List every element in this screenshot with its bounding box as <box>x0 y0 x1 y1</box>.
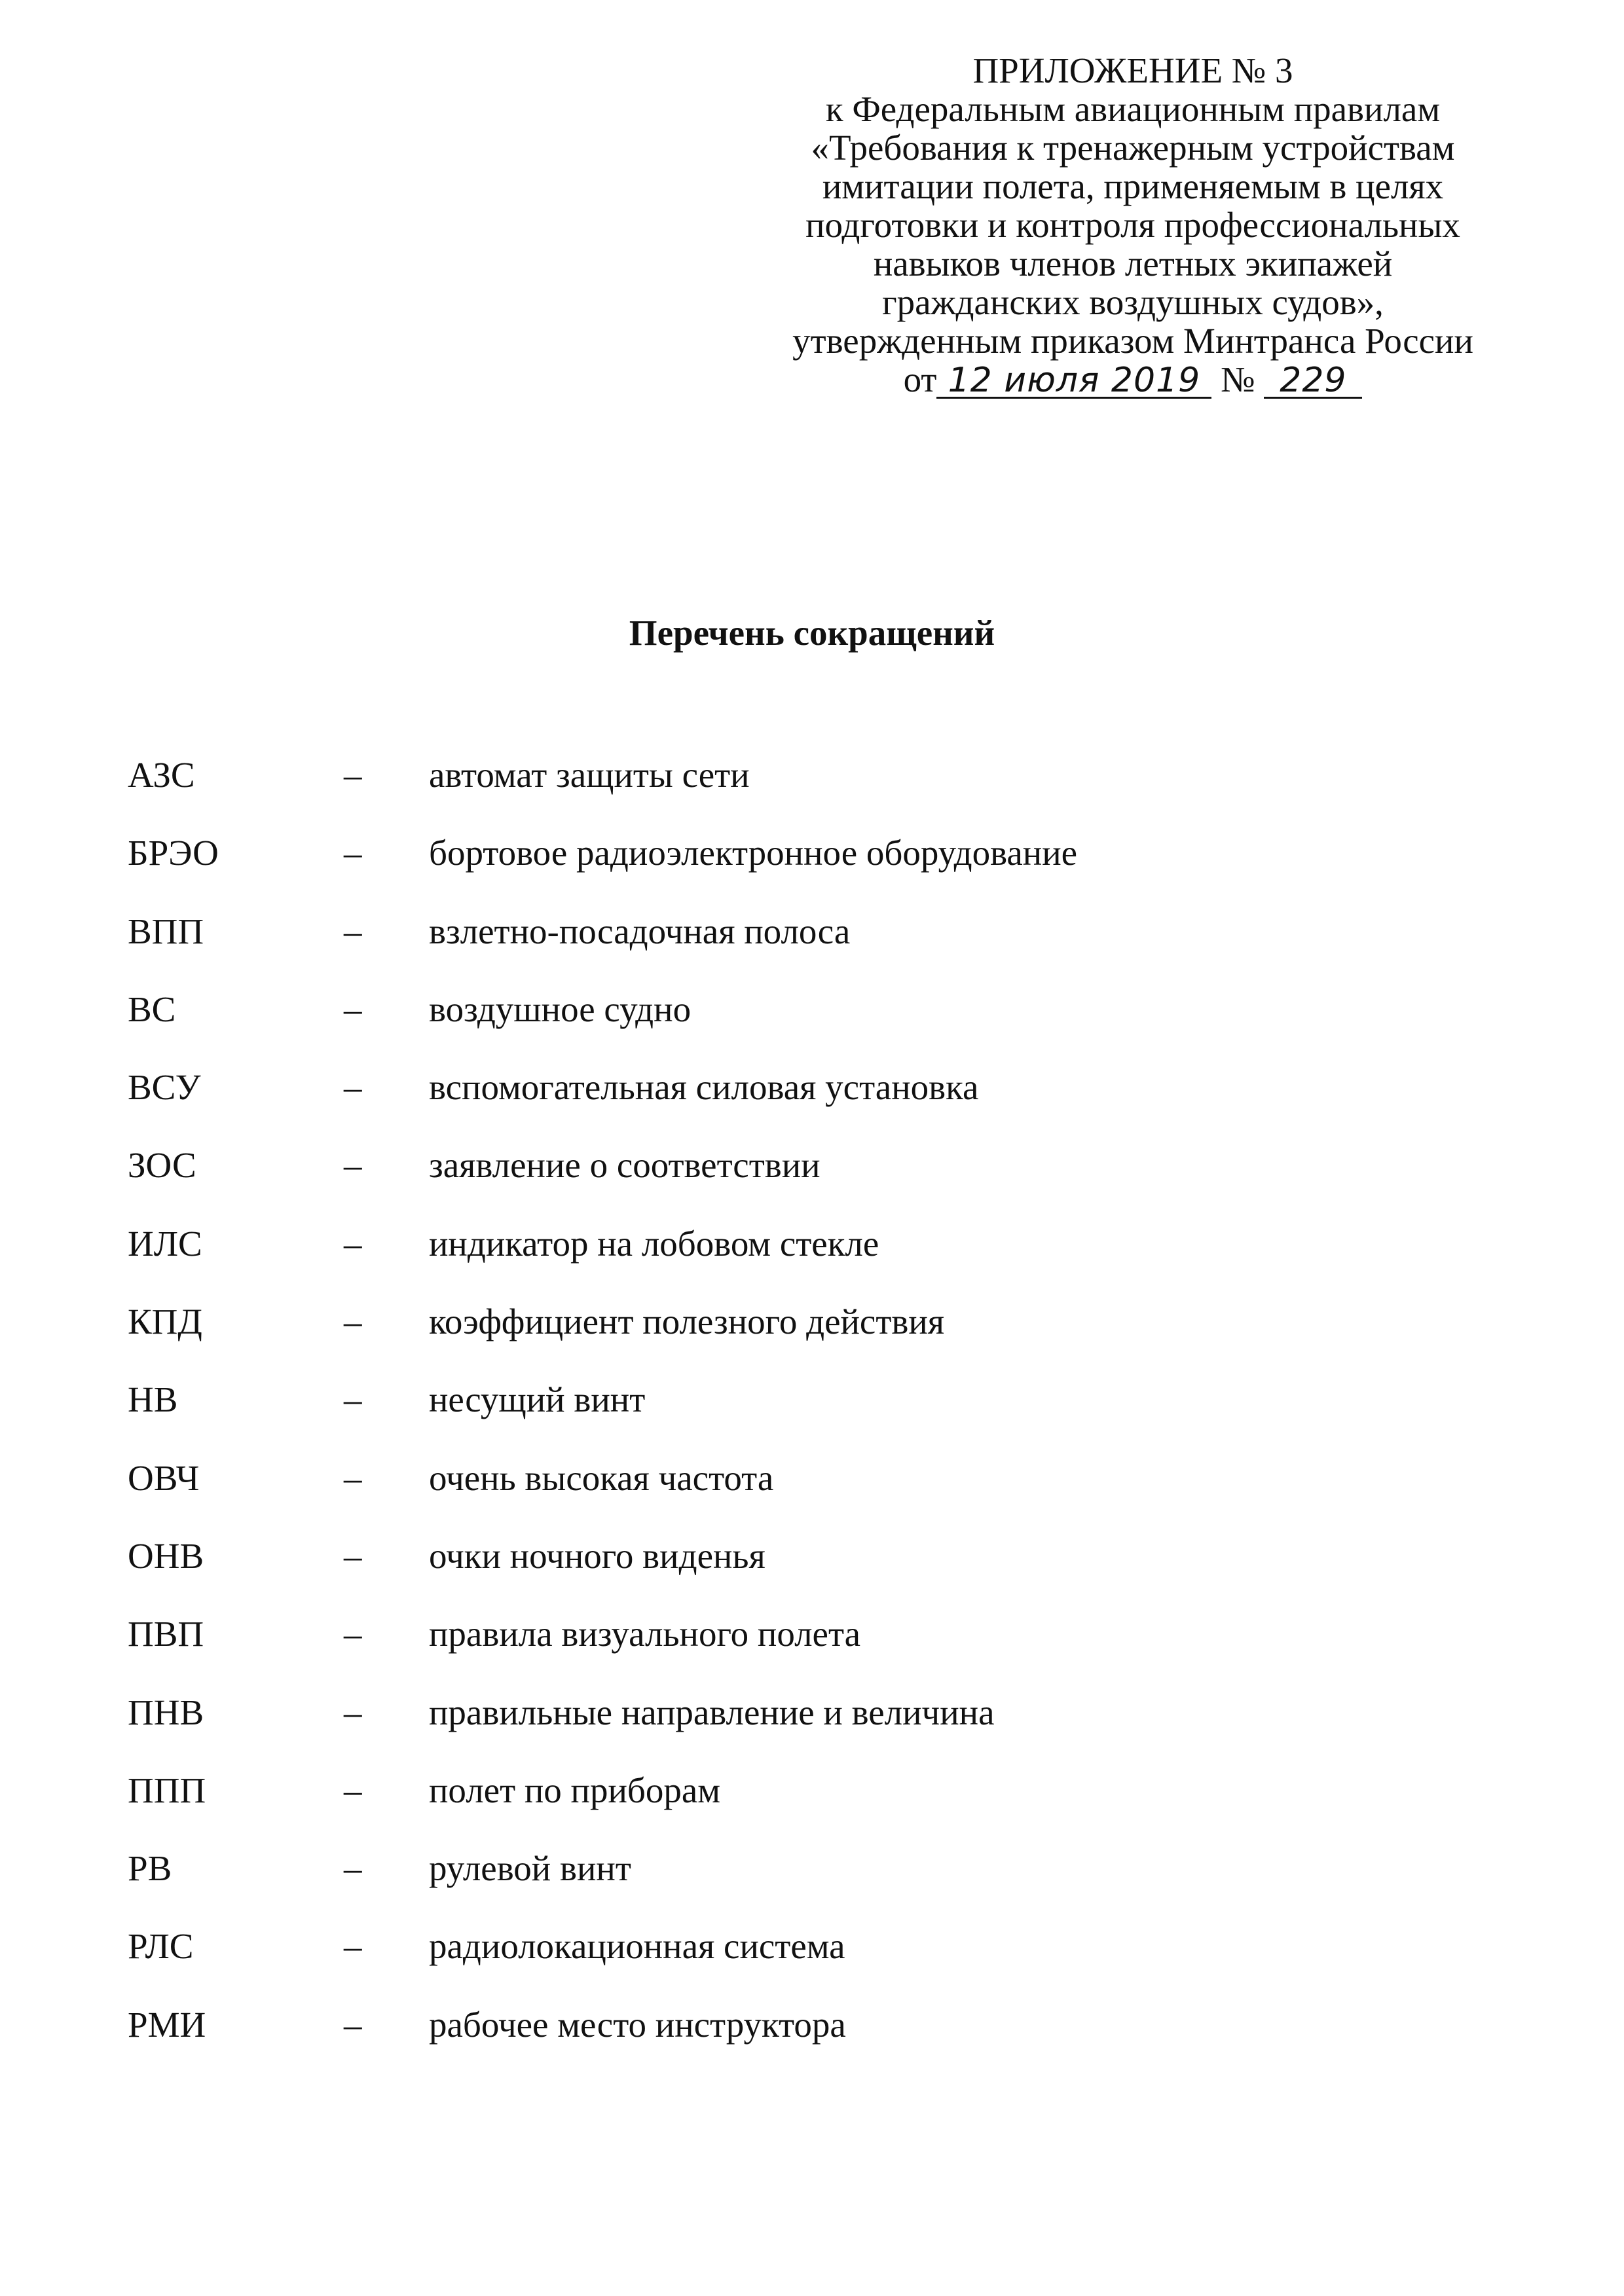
abbreviation-dash: – <box>344 755 362 795</box>
abbreviation-row <box>128 2004 1503 2082</box>
abbreviation-definition: вспомогательная силовая установка <box>429 1067 979 1108</box>
abbreviation-definition: индикатор на лобовом стекле <box>429 1223 879 1264</box>
abbreviation-definition: правила визуального полета <box>429 1614 861 1654</box>
page-title: Перечень сокращений <box>629 613 995 653</box>
header-line: к Федеральным авиационным правилам <box>825 89 1441 129</box>
abbreviation-row <box>128 1223 1503 1301</box>
abbreviation-term: НВ <box>128 1379 178 1420</box>
abbreviation-definition: взлетно-посадочная полоса <box>429 911 851 951</box>
abbreviation-row <box>128 1692 1503 1770</box>
abbreviation-term: ВСУ <box>128 1067 201 1108</box>
abbreviation-term: ВПП <box>128 911 204 951</box>
abbreviation-definition: автомат защиты сети <box>429 755 750 795</box>
abbreviation-term: ВС <box>128 989 176 1029</box>
abbreviation-row <box>128 1066 1503 1144</box>
abbreviation-dash: – <box>344 1926 362 1967</box>
abbreviation-dash: – <box>344 1535 362 1576</box>
abbreviation-row <box>128 911 1503 989</box>
abbreviation-row <box>128 832 1503 910</box>
abbreviation-definition: радиолокационная система <box>429 1926 845 1967</box>
abbreviation-row <box>128 989 1503 1066</box>
abbreviation-term: ППП <box>128 1770 206 1810</box>
abbreviation-definition: рабочее место инструктора <box>429 2004 846 2045</box>
abbreviation-row <box>128 1301 1503 1379</box>
header-line: утвержденным приказом Минтранса России <box>792 321 1473 361</box>
header-line: «Требования к тренажерным устройствам <box>811 128 1455 168</box>
abbreviation-row <box>128 1535 1503 1613</box>
header-line: имитации полета, применяемым в целях <box>822 166 1444 206</box>
abbreviation-dash: – <box>344 1145 362 1186</box>
abbreviation-dash: – <box>344 2004 362 2045</box>
abbreviation-term: ЗОС <box>128 1145 196 1186</box>
abbreviation-term: АЗС <box>128 755 195 795</box>
abbreviation-term: КПД <box>128 1302 202 1342</box>
abbreviation-dash: – <box>344 1379 362 1420</box>
abbreviation-definition: очень высокая частота <box>429 1457 774 1498</box>
abbreviation-definition: бортовое радиоэлектронное оборудование <box>429 833 1078 873</box>
header-line: навыков членов летных экипажей <box>873 244 1393 283</box>
abbreviation-term: ОВЧ <box>128 1457 200 1498</box>
abbreviation-row <box>128 1848 1503 1925</box>
abbreviation-dash: – <box>344 911 362 951</box>
abbreviation-row <box>128 1144 1503 1222</box>
header-line: подготовки и контроля профессиональных <box>805 205 1460 245</box>
abbreviation-row <box>128 1925 1503 2003</box>
date-prefix: от <box>903 359 937 399</box>
abbreviation-dash: – <box>344 1223 362 1264</box>
abbreviation-dash: – <box>344 1067 362 1108</box>
abbreviation-term: РМИ <box>128 2004 206 2045</box>
abbreviation-definition: правильные направление и величина <box>429 1692 995 1732</box>
abbreviation-term: РЛС <box>128 1926 194 1967</box>
abbreviation-list <box>128 754 1503 2082</box>
abbreviation-term: БРЭО <box>128 833 219 873</box>
handwritten-date: 12 июля 2019 <box>936 364 1211 399</box>
abbreviation-definition: заявление о соответствии <box>429 1145 821 1186</box>
abbreviation-term: РВ <box>128 1848 172 1889</box>
abbreviation-term: ПВП <box>128 1614 204 1654</box>
abbreviation-dash: – <box>344 1848 362 1889</box>
abbreviation-dash: – <box>344 1770 362 1810</box>
abbreviation-definition: воздушное судно <box>429 989 692 1029</box>
abbreviation-term: ПНВ <box>128 1692 204 1732</box>
number-prefix: № <box>1221 359 1255 399</box>
abbreviation-term: ОНВ <box>128 1535 204 1576</box>
abbreviation-row <box>128 1379 1503 1457</box>
appendix-header <box>747 51 1519 401</box>
abbreviation-definition: несущий винт <box>429 1379 646 1420</box>
abbreviation-definition: коэффициент полезного действия <box>429 1302 945 1342</box>
abbreviation-row <box>128 754 1503 832</box>
abbreviation-row <box>128 1613 1503 1691</box>
abbreviation-dash: – <box>344 1614 362 1654</box>
header-line: гражданских воздушных судов», <box>882 282 1384 322</box>
abbreviation-definition: полет по приборам <box>429 1770 721 1810</box>
abbreviation-definition: рулевой винт <box>429 1848 631 1889</box>
abbreviation-definition: очки ночного виденья <box>429 1535 766 1576</box>
abbreviation-dash: – <box>344 1692 362 1732</box>
order-date-line <box>747 360 1519 401</box>
appendix-number: ПРИЛОЖЕНИЕ № 3 <box>972 50 1293 90</box>
abbreviation-term: ИЛС <box>128 1223 202 1264</box>
abbreviation-dash: – <box>344 1302 362 1342</box>
abbreviation-dash: – <box>344 989 362 1029</box>
abbreviation-row <box>128 1770 1503 1848</box>
abbreviation-dash: – <box>344 1457 362 1498</box>
abbreviation-row <box>128 1457 1503 1535</box>
handwritten-number: 229 <box>1264 364 1362 399</box>
abbreviation-dash: – <box>344 833 362 873</box>
